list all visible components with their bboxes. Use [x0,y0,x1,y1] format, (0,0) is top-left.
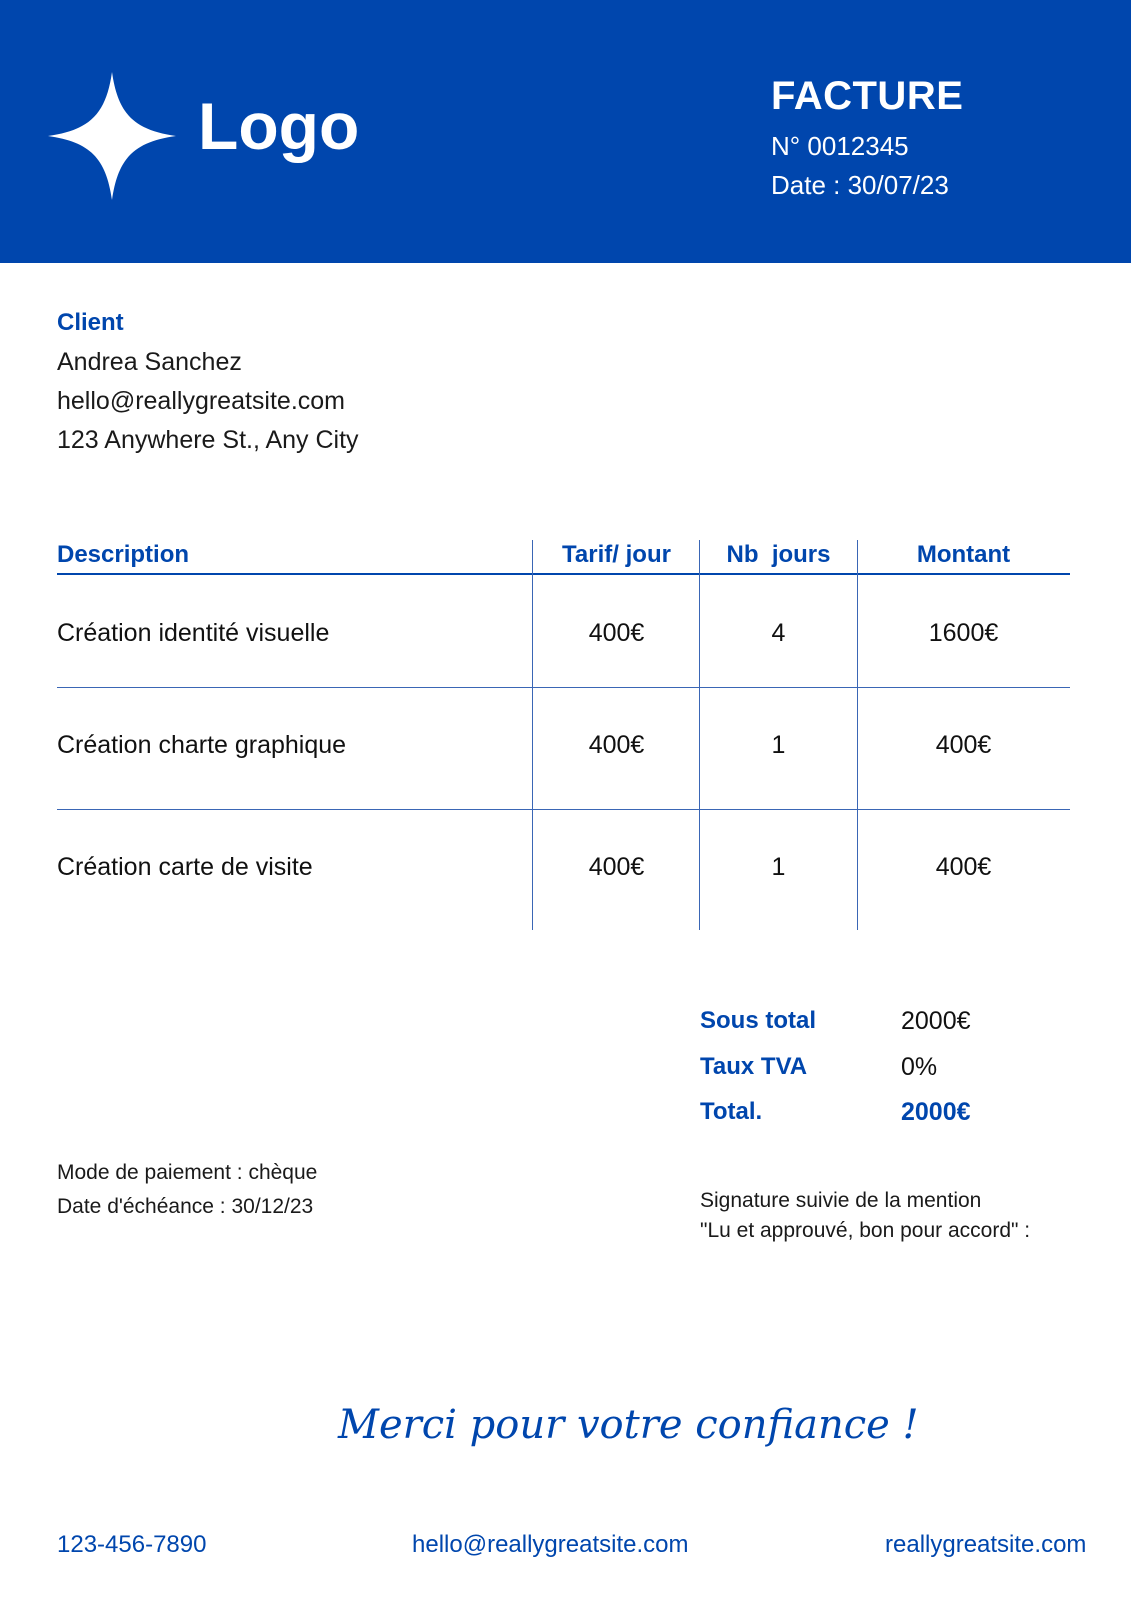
subtotal-value: 2000€ [901,1007,971,1035]
column-header-amount: Montant [916,541,1011,568]
table-row-days: 1 [771,731,786,759]
tva-value: 0% [901,1053,938,1081]
total-label: Total. [700,1098,763,1125]
thanks-script [330,1380,919,1500]
client-name: Andrea Sanchez [57,348,242,376]
tva-label: Taux TVA [700,1053,808,1080]
table-row-description: Création identité visuelle [57,619,330,647]
table-row-divider [57,809,1070,810]
payment-mode: Mode de paiement : chèque [57,1161,318,1184]
table-row-rate: 400€ [588,853,645,881]
column-header-rate: Tarif/ jour [562,541,671,568]
total-value: 2000€ [901,1098,971,1126]
column-header-description: Description [57,541,190,568]
invoice-number: N° 0012345 [771,131,909,161]
payment-due-date: Date d'échéance : 30/12/23 [57,1195,314,1218]
table-row-divider [57,687,1070,688]
client-label: Client [57,309,124,336]
table-row-days: 1 [771,853,786,881]
table-row-description: Création charte graphique [57,731,347,759]
table-row-days: 4 [771,619,786,647]
invoice-title: FACTURE [771,74,964,118]
footer-phone: 123-456-7890 [57,1531,207,1558]
table-header-divider [57,573,1070,575]
client-address: 123 Anywhere St., Any City [57,426,359,454]
footer-website: reallygreatsite.com [885,1531,1087,1558]
client-email: hello@reallygreatsite.com [57,387,346,415]
logo-text: Logo [198,89,360,163]
subtotal-label: Sous total [700,1007,817,1034]
footer-email: hello@reallygreatsite.com [412,1531,689,1558]
column-header-days: Nb jours [726,541,831,568]
signature-instruction: Signature suivie de la mention [700,1189,982,1212]
table-row-amount: 400€ [935,731,992,759]
table-row-description: Création carte de visite [57,853,313,881]
invoice-date: Date : 30/07/23 [771,170,949,200]
table-row-amount: 1600€ [928,619,999,647]
four-point-star-icon [48,72,176,200]
signature-mention: "Lu et approuvé, bon pour accord" : [700,1219,1031,1242]
thanks-text: Merci pour votre confiance ! [338,1402,919,1448]
table-row-rate: 400€ [588,619,645,647]
table-row-amount: 400€ [935,853,992,881]
table-row-rate: 400€ [588,731,645,759]
